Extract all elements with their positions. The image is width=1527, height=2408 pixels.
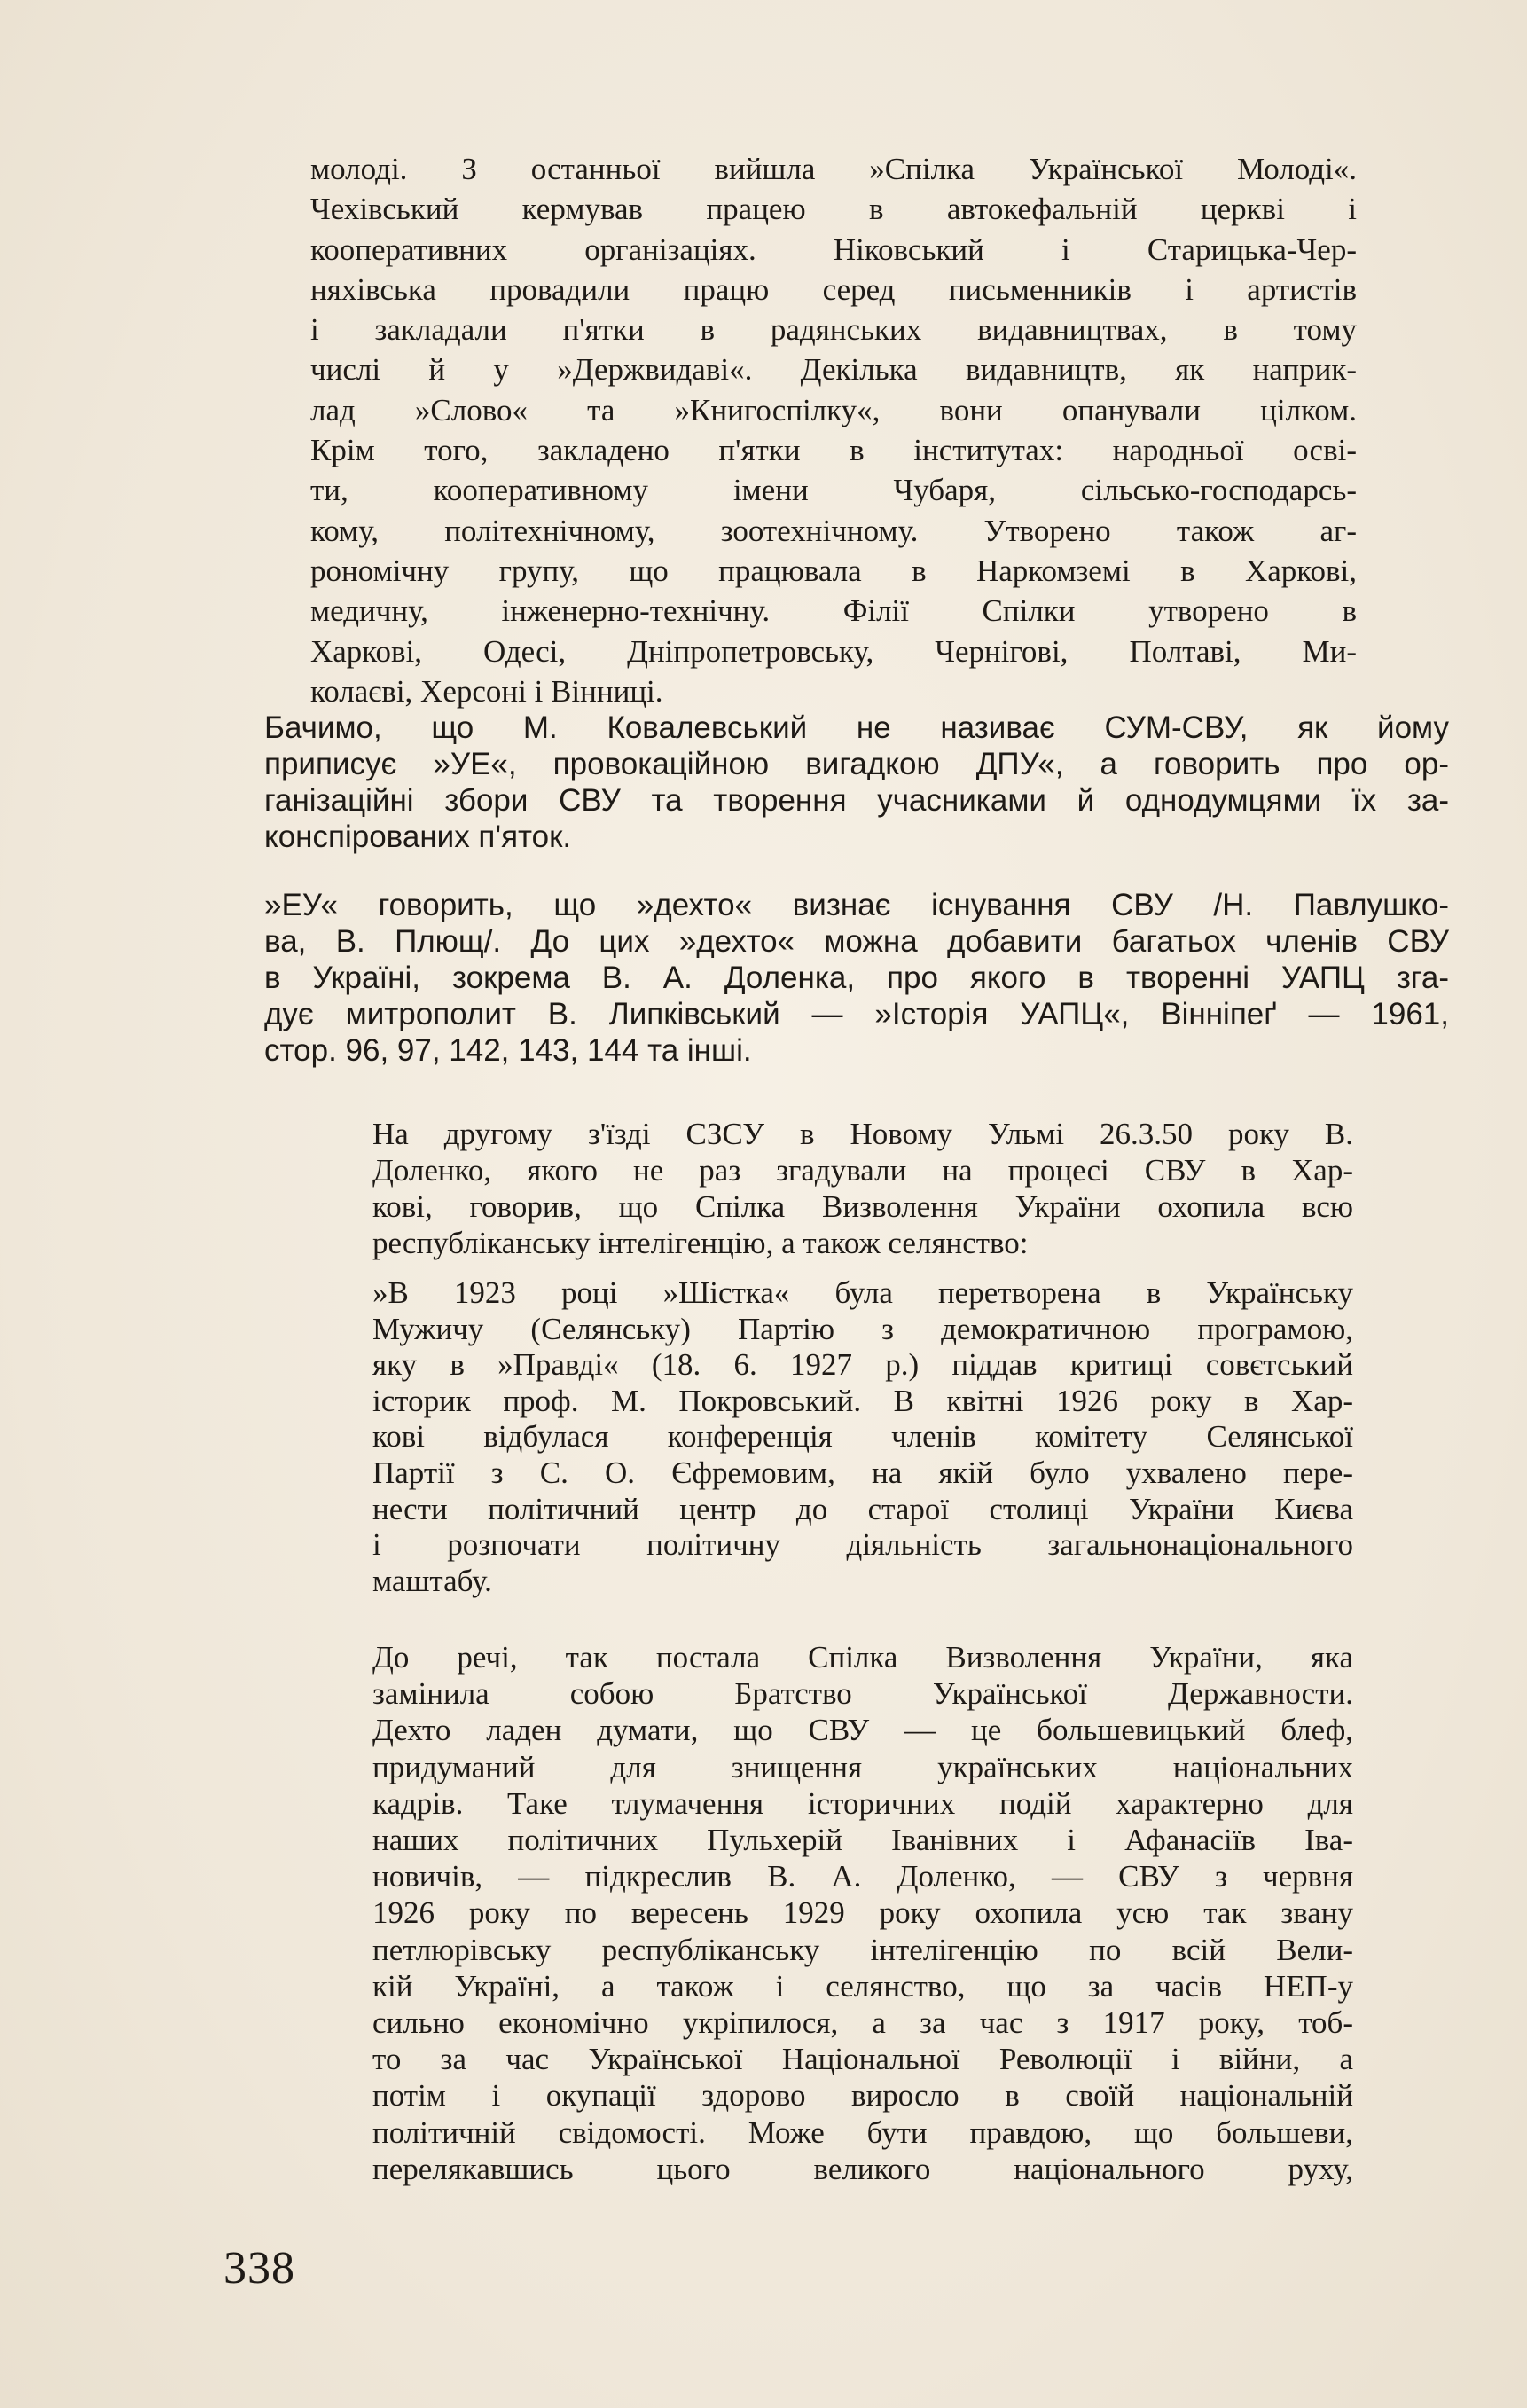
paragraph-continuation [310, 149, 1357, 711]
text-line: колаєві, Херсоні і Вінниці. [310, 673, 663, 709]
text-line: Харкові, Одесі, Дніпропетровську, Чернігові, Полтаві, Ми- [310, 633, 1357, 669]
text-line: няхівська провадили працю серед письменників і артистів [310, 271, 1357, 307]
text-line: На другому з'їзді СЗСУ в Новому Ульмі 26.3.50 року В. [372, 1117, 1353, 1151]
text-line: в Україні, зокрема В. А. Доленка, про якого в творенні УАПЦ зга- [264, 961, 1449, 995]
text-line: ти, кооперативному імени Чубаря, сільсько-господарсь- [310, 473, 1357, 508]
text-line: новичів, — підкреслив В. А. Доленко, — СВУ з червня [372, 1859, 1353, 1894]
text-line: то за час Української Національної Революції і війни, а [372, 2042, 1353, 2077]
text-line: нести політичний центр до старої столиці України Києва [372, 1491, 1353, 1526]
text-line: приписує »УЕ«, провокаційною вигадкою ДПУ«, а говорить про ор- [264, 747, 1449, 781]
text-line: До речі, так постала Спілка Визволення України, яка [372, 1640, 1353, 1675]
text-line: Дехто ладен думати, що СВУ — це большевицький блеф, [372, 1713, 1353, 1748]
text-line: яку в »Правді« (18. 6. 1927 р.) піддав критиці совєтський [372, 1347, 1353, 1383]
text-line: кій Україні, а також і селянство, що за часів НЕП-у [372, 1968, 1353, 2004]
text-line: кові відбулася конференція членів комітету Селянської [372, 1419, 1353, 1455]
text-line: і закладали п'ятки в радянських видавництвах, в тому [310, 312, 1357, 348]
commentary-paragraph-1 [264, 710, 1449, 855]
text-line: дує митрополит В. Липківський — »Історія УАПЦ«, Вінніпеґ — 1961, [264, 997, 1449, 1031]
text-line: історик проф. М. Покровський. В квітні 1926 року в Хар- [372, 1383, 1353, 1418]
text-line: і розпочати політичну діяльність загальнонаціонального [372, 1527, 1353, 1563]
quote-paragraph-1923 [372, 1275, 1353, 1599]
text-line: »В 1923 році »Шістка« була перетворена в Українську [372, 1275, 1353, 1310]
text-line: сильно економічно укріпилося, а за час з 1917 року, тоб- [372, 2005, 1353, 2041]
quote-paragraph-intro [372, 1116, 1353, 1261]
text-line: маштабу. [372, 1563, 492, 1598]
commentary-paragraph-2 [264, 887, 1449, 1069]
text-line: медичну, інженерно-технічну. Філії Спілки утворено в [310, 593, 1357, 629]
text-line: 1926 року по вересень 1929 року охопила усю так звану [372, 1895, 1353, 1931]
text-line: лад »Слово« та »Книгоспілку«, вони опанували цілком. [310, 392, 1357, 427]
text-line: Крім того, закладено п'ятки в інститутах: народньої осві- [310, 433, 1357, 468]
text-line: ва, В. Плющ/. До цих »дехто« можна добавити багатьох членів СВУ [264, 924, 1449, 959]
text-line: петлюрівську республіканську інтелігенцію по всій Вели- [372, 1932, 1353, 1967]
text-line: Бачимо, що М. Ковалевський не називає СУМ-СВУ, як йому [264, 710, 1449, 745]
text-line: числі й у »Держвидаві«. Декілька видавництв, як наприк- [310, 352, 1357, 388]
text-line: молоді. З останньої вийшла »Спілка Української Молоді«. [310, 152, 1357, 186]
text-line: »ЕУ« говорить, що »дехто« визнає існування СВУ /Н. Павлушко- [264, 888, 1449, 922]
text-line: наших політичних Пульхерій Іванівних і Афанасіїв Іва- [372, 1823, 1353, 1858]
text-line: замінила собою Братство Української Державности. [372, 1676, 1353, 1712]
text-line: ганізаційні збори СВУ та творення учасниками й однодумцями їх за- [264, 783, 1449, 818]
text-line: Доленко, якого не раз згадували на процесі СВУ в Хар- [372, 1153, 1353, 1188]
text-line: стор. 96, 97, 142, 143, 144 та інші. [264, 1033, 752, 1068]
text-line: Мужичу (Селянську) Партію з демократичною програмою, [372, 1311, 1353, 1346]
text-line: кому, політехнічному, зоотехнічному. Утворено також аг- [310, 513, 1357, 548]
text-line: кадрів. Таке тлумачення історичних подій характерно для [372, 1785, 1353, 1821]
text-line: придуманий для знищення українських національних [372, 1749, 1353, 1784]
text-line: рономічну групу, що працювала в Наркомземі в Харкові, [310, 553, 1357, 588]
quote-paragraph-svu [372, 1639, 1353, 2187]
text-line: Партії з С. О. Єфремовим, на якій було ухвалено пере- [372, 1455, 1353, 1490]
text-line: перелякавшись цього великого національного руху, [372, 2151, 1353, 2186]
text-line: кові, говорив, що Спілка Визволення України охопила всю [372, 1189, 1353, 1224]
text-line: конспірованих п'яток. [264, 820, 572, 854]
text-line: республіканську інтелігенцію, а також селянство: [372, 1226, 1029, 1260]
page-number: 338 [223, 2243, 295, 2294]
text-line: потім і окупації здорово виросло в своїй національній [372, 2078, 1353, 2114]
text-line: кооперативних організаціях. Ніковський і Старицька-Чер- [310, 231, 1357, 267]
text-line: Чехівський кермував працею в автокефальній церкві і [310, 192, 1357, 227]
text-line: політичній свідомості. Може бути правдою, що большеви, [372, 2114, 1353, 2150]
